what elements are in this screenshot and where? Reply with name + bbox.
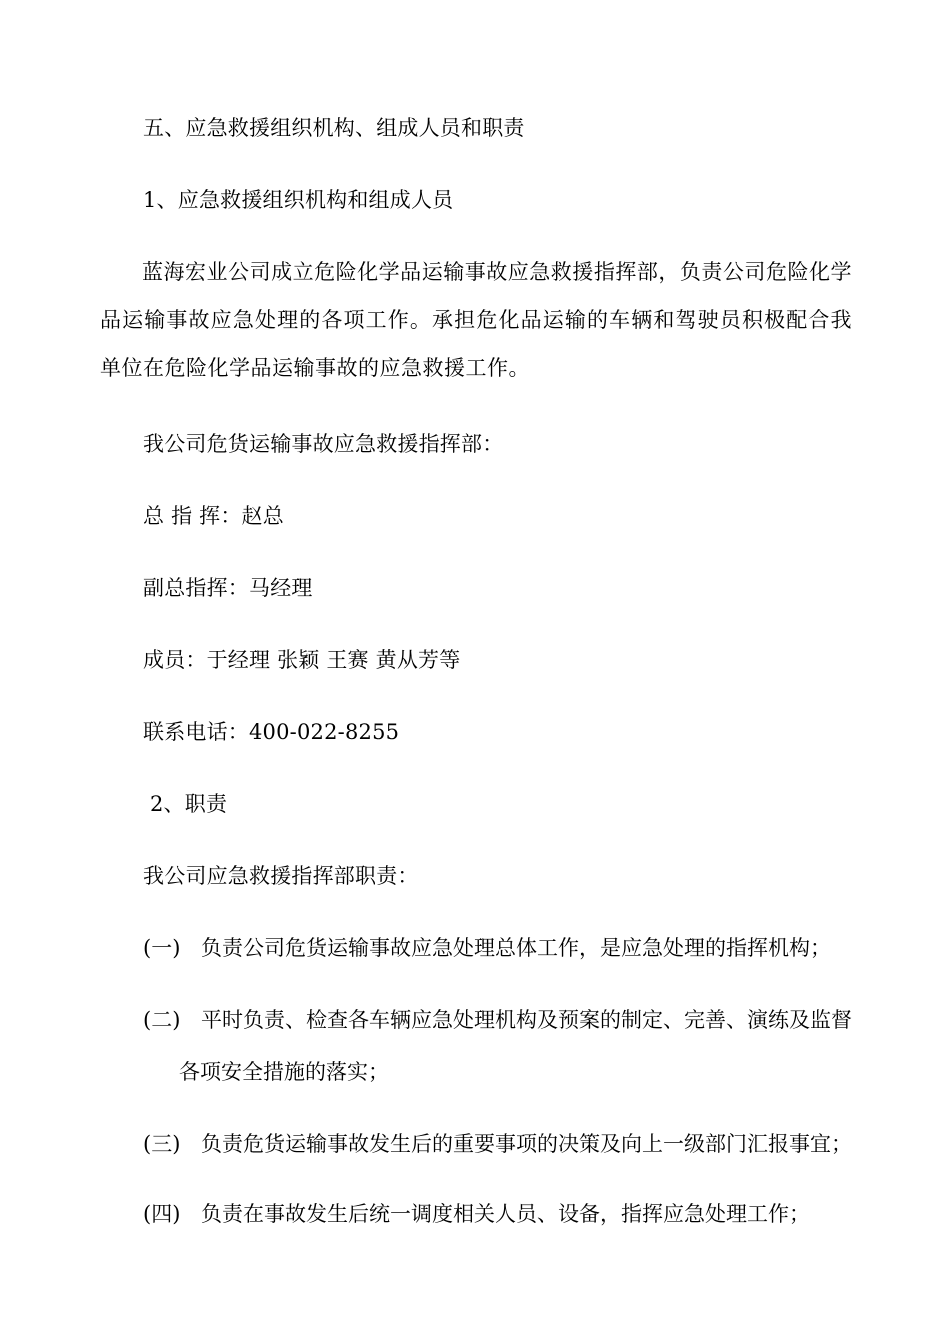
duty-item-number: (三) <box>143 1132 181 1156</box>
duty-item-text: 平时负责、检查各车辆应急处理机构及预案的制定、完善、演练及监督 <box>201 1008 852 1032</box>
duty-item-number: (四) <box>143 1202 181 1226</box>
section-title: 五、应急救援组织机构、组成人员和职责 <box>143 116 525 140</box>
commander-line: 总 指 挥：赵总 <box>143 504 284 528</box>
duty-item-number: (二) <box>143 1008 181 1032</box>
duty-item-text: 负责在事故发生后统一调度相关人员、设备，指挥应急处理工作； <box>201 1202 810 1226</box>
duty-item <box>143 922 853 974</box>
duty-item-text: 负责危货运输事故发生后的重要事项的决策及向上一级部门汇报事宜； <box>201 1132 852 1156</box>
duty-item-text: 负责公司危货运输事故应急处理总体工作，是应急处理的指挥机构； <box>201 936 831 960</box>
headquarters-label: 我公司危货运输事故应急救援指挥部： <box>143 432 504 456</box>
intro-paragraph: 蓝海宏业公司成立危险化学品运输事故应急救援指挥部，负责公司危险化学品运输事故应急处理的各项工作。承担危化品运输的车辆和驾驶员积极配合我单位在危险化学品运输事故的应急救援工作。 <box>100 260 852 380</box>
duty-item-number: (一) <box>143 936 181 960</box>
duty-item <box>143 1118 853 1170</box>
phone-line: 联系电话：400-022-8255 <box>143 720 400 744</box>
duties-intro: 我公司应急救援指挥部职责： <box>143 864 419 888</box>
subsection-title-organization: 1、应急救援组织机构和组成人员 <box>143 188 454 212</box>
duty-item <box>143 1188 853 1240</box>
deputy-commander-line: 副总指挥：马经理 <box>143 576 313 600</box>
duty-item <box>143 994 853 1098</box>
subsection-title-duties: 2、职责 <box>150 792 228 816</box>
members-line: 成员：于经理 张颖 王赛 黄从芳等 <box>143 648 461 672</box>
duty-item-text-continuation: 各项安全措施的落实； <box>179 1060 389 1084</box>
